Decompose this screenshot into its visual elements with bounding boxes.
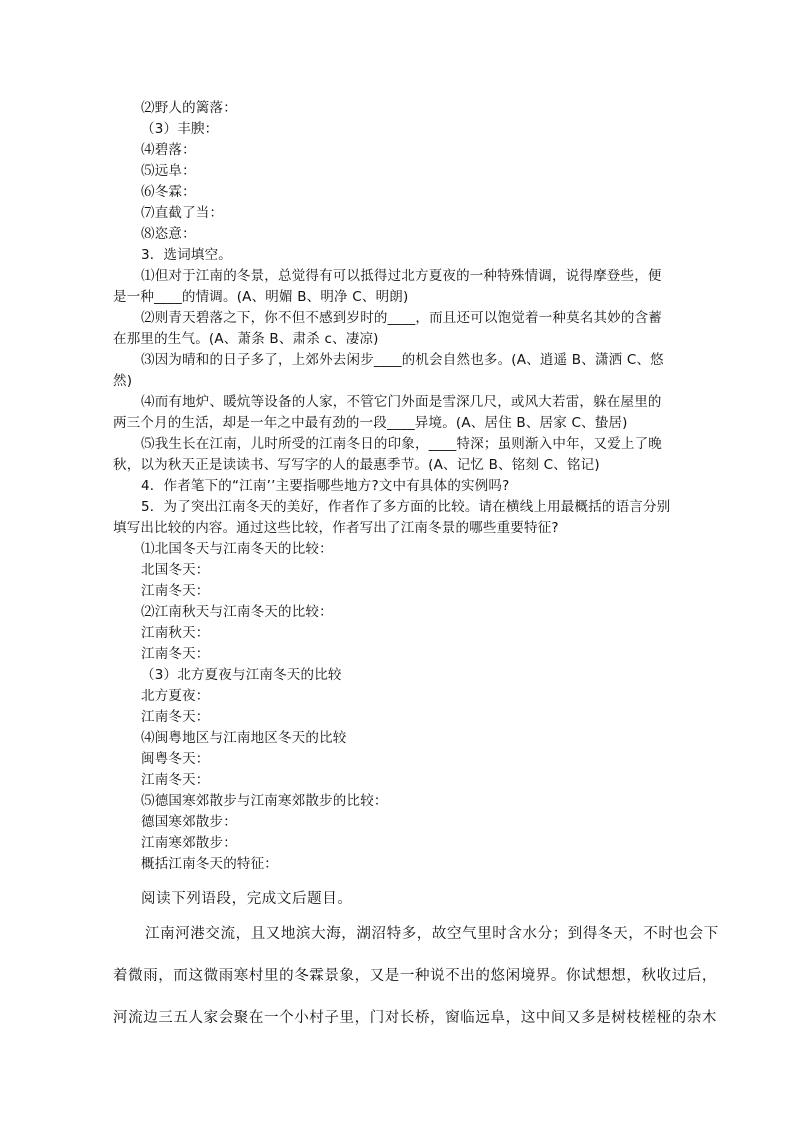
- question-heading: 4．作者笔下的“江南’’主要指哪些地方?文中有具体的实例吗?: [141, 478, 510, 494]
- reading-paragraph-line: 河流边三五人家会聚在一个小村子里，门对长桥，窗临远阜，这中间又多是树枝槎桠的杂木: [113, 1010, 717, 1026]
- text-line: ⑸远阜：: [141, 163, 196, 179]
- answer-label: 江南冬天：: [141, 583, 210, 599]
- text-line: ⑻恣意：: [141, 226, 196, 242]
- answer-label: 江南冬天：: [141, 646, 210, 662]
- text-line: ⑵野人的篱落：: [141, 100, 237, 116]
- text-line: ⑷而有地炉、暖炕等设备的人家，不管它门外面是雪深几尺，或风大若雷，躲在屋里的: [141, 394, 662, 410]
- answer-label: 闽粤冬天：: [141, 751, 210, 767]
- text-line: ⑺直截了当：: [141, 205, 224, 221]
- answer-label: 江南寒郊散步：: [141, 835, 237, 851]
- question-heading: 3．选词填空。: [141, 247, 232, 263]
- text-line: 填写出比较的内容。通过这些比较，作者写出了江南冬景的哪些重要特征?: [113, 520, 559, 536]
- text-line: ⑵则青天碧落之下，你不但不感到岁时的____，而且还可以饱觉着一种莫名其妙的含蓄: [141, 310, 662, 326]
- reading-paragraph-line: 着微雨，而这微雨寒村里的冬霖景象，又是一种说不出的悠闲境界。你试想想，秋收过后，: [113, 968, 717, 984]
- answer-label: 北国冬天：: [141, 562, 210, 578]
- text-line: ⑴北国冬天与江南冬天的比较：: [141, 541, 333, 557]
- answer-label: 江南冬天：: [141, 709, 210, 725]
- text-line: 然): [113, 373, 133, 389]
- text-line: ⑴但对于江南的冬景，总觉得有可以抵得过北方夏夜的一种特殊情调，说得摩登些，便: [141, 268, 662, 284]
- text-line: （3）丰腴：: [141, 121, 219, 137]
- text-line: 在那里的生气。(A、萧条 B、肃杀 c、凄凉): [113, 331, 379, 347]
- answer-label: 概括江南冬天的特征：: [141, 856, 278, 872]
- reading-paragraph-line: 江南河港交流，且又地滨大海，湖沼特多，故空气里时含水分；到得冬天，不时也会下: [145, 926, 719, 942]
- text-line: ⑶因为晴和的日子多了，上郊外去闲步____的机会自然也多。(A、逍遥 B、潇洒 C、悠: [141, 352, 664, 368]
- text-line: ⑷闽粤地区与江南地区冬天的比较: [141, 730, 347, 746]
- reading-intro: 阅读下列语段，完成文后题目。: [141, 891, 353, 907]
- text-line: （3）北方夏夜与江南冬天的比较: [141, 667, 342, 683]
- text-line: 两三个月的生活，却是一年之中最有劲的一段____异境。(A、居住 B、居家 C、蛰居): [113, 415, 628, 431]
- answer-label: 江南秋天：: [141, 625, 210, 641]
- text-line: ⑵江南秋天与江南冬天的比较：: [141, 604, 333, 620]
- text-line: 是一种____的情调。(A、明媚 B、明净 C、明朗): [113, 289, 409, 305]
- question-heading: 5．为了突出江南冬天的美好，作者作了多方面的比较。请在横线上用最概括的语言分别: [141, 499, 671, 515]
- answer-label: 江南冬天：: [141, 772, 210, 788]
- text-line: ⑹冬霖：: [141, 184, 196, 200]
- answer-label: 德国寒郊散步：: [141, 814, 237, 830]
- text-line: ⑸德国寒郊散步与江南寒郊散步的比较：: [141, 793, 388, 809]
- text-line: ⑸我生长在江南，儿时所受的江南冬日的印象，____特深；虽则渐入中年，又爱上了晚: [141, 436, 662, 452]
- answer-label: 北方夏夜：: [141, 688, 210, 704]
- text-line: ⑷碧落：: [141, 142, 196, 158]
- text-line: 秋，以为秋天正是读读书、写写字的人的最惠季节。(A、记忆 B、铭刻 C、铭记): [113, 457, 600, 473]
